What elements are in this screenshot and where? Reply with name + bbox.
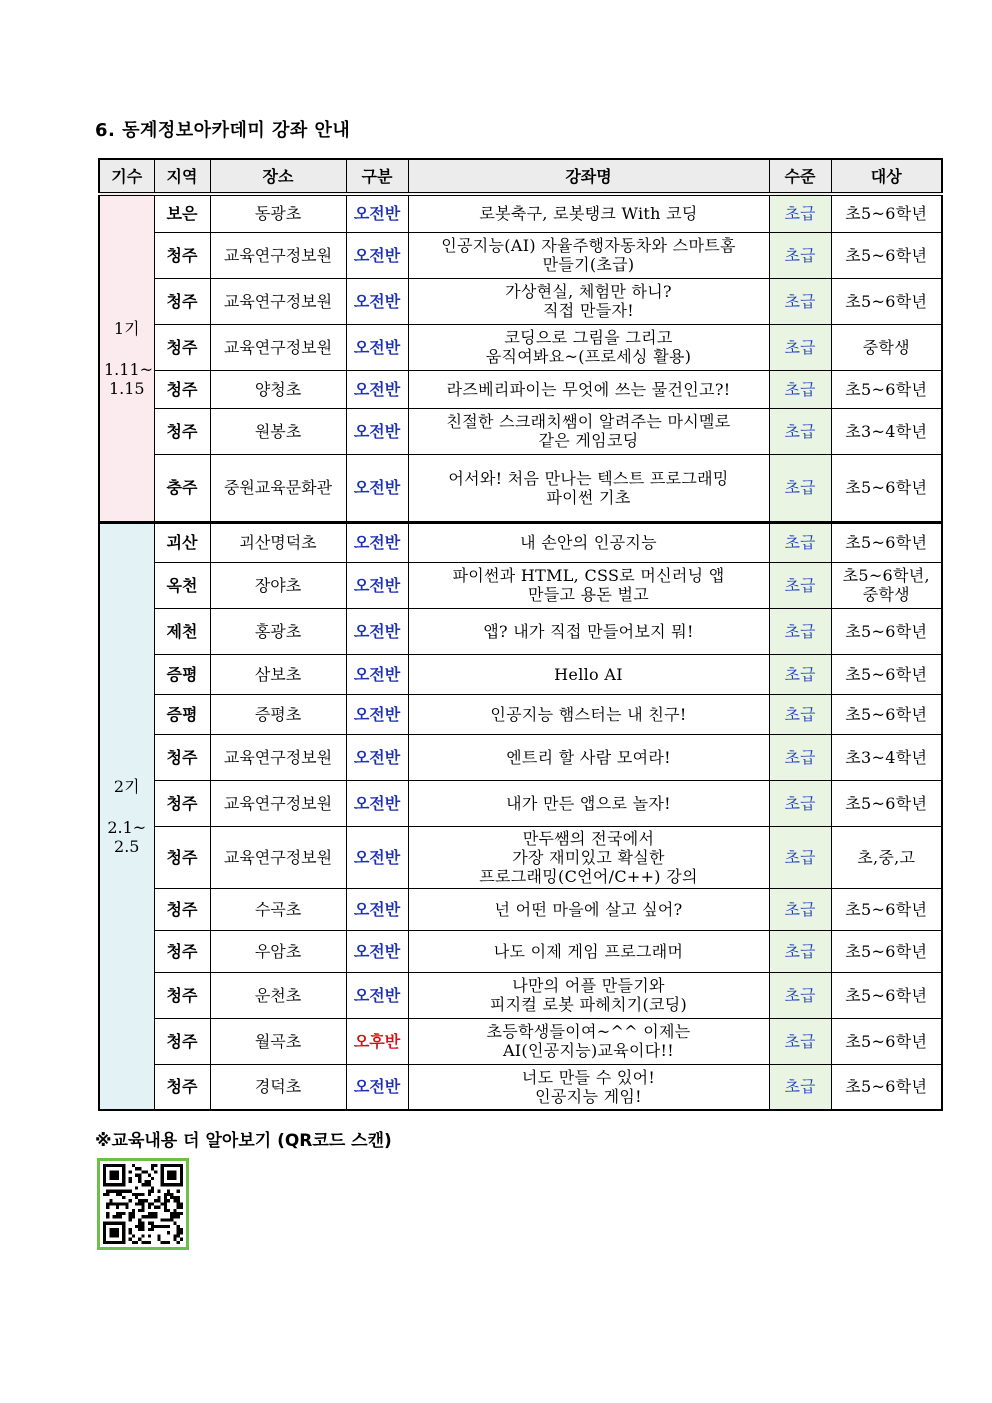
- region-cell: 청주: [154, 734, 210, 780]
- region-cell: 청주: [154, 780, 210, 826]
- table-row: [99, 780, 942, 826]
- course-cell: 나만의 어플 만들기와 피지컬 로봇 파헤치기(코딩): [408, 972, 769, 1018]
- table-header-row: [99, 159, 942, 194]
- page-title: 6. 동계정보아카데미 강좌 안내: [95, 120, 351, 141]
- level-cell: 초급: [769, 370, 831, 408]
- term-dates: 1.11~ 1.15: [104, 359, 154, 398]
- place-cell: 양청초: [210, 370, 346, 408]
- region-cell: 제천: [154, 608, 210, 654]
- target-cell: 초5~6학년: [831, 608, 942, 654]
- region-cell: 옥천: [154, 562, 210, 608]
- table-row: [99, 734, 942, 780]
- table-row: [99, 888, 942, 930]
- session-cell: 오전반: [346, 522, 408, 562]
- session-cell: 오전반: [346, 408, 408, 454]
- target-cell: 초3~4학년: [831, 734, 942, 780]
- level-cell: 초급: [769, 324, 831, 370]
- level-cell: 초급: [769, 780, 831, 826]
- level-cell: 초급: [769, 408, 831, 454]
- region-cell: 청주: [154, 1064, 210, 1110]
- level-cell: 초급: [769, 972, 831, 1018]
- table-row: [99, 694, 942, 734]
- table-row: [99, 324, 942, 370]
- level-cell: 초급: [769, 654, 831, 694]
- header-level: 수준: [769, 159, 831, 194]
- target-cell: 초3~4학년: [831, 408, 942, 454]
- course-cell: 친절한 스크래치쌤이 알려주는 마시멜로 같은 게임코딩: [408, 408, 769, 454]
- place-cell: 동광초: [210, 194, 346, 232]
- target-cell: 초5~6학년, 중학생: [831, 562, 942, 608]
- session-cell: 오전반: [346, 370, 408, 408]
- table-row: [99, 608, 942, 654]
- level-cell: 초급: [769, 1018, 831, 1064]
- table-row: [99, 370, 942, 408]
- target-cell: 초5~6학년: [831, 278, 942, 324]
- table-row: [99, 930, 942, 972]
- term-name: 2기: [113, 776, 140, 796]
- course-cell: 내 손안의 인공지능: [408, 522, 769, 562]
- region-cell: 청주: [154, 930, 210, 972]
- session-cell: 오전반: [346, 608, 408, 654]
- table-row: [99, 408, 942, 454]
- place-cell: 장야초: [210, 562, 346, 608]
- place-cell: 홍광초: [210, 608, 346, 654]
- session-cell: 오전반: [346, 826, 408, 888]
- place-cell: 교육연구정보원: [210, 324, 346, 370]
- region-cell: 청주: [154, 888, 210, 930]
- term-name: 1기: [113, 318, 140, 338]
- place-cell: 괴산명덕초: [210, 522, 346, 562]
- session-cell: 오전반: [346, 930, 408, 972]
- place-cell: 교육연구정보원: [210, 232, 346, 278]
- table-row: [99, 194, 942, 232]
- target-cell: 초5~6학년: [831, 888, 942, 930]
- level-cell: 초급: [769, 232, 831, 278]
- region-cell: 괴산: [154, 522, 210, 562]
- course-cell: 로봇축구, 로봇탱크 With 코딩: [408, 194, 769, 232]
- target-cell: 초5~6학년: [831, 694, 942, 734]
- region-cell: 증평: [154, 654, 210, 694]
- place-cell: 중원교육문화관: [210, 454, 346, 522]
- place-cell: 교육연구정보원: [210, 780, 346, 826]
- qr-caption: ※교육내용 더 알아보기 (QR코드 스캔): [95, 1131, 392, 1151]
- course-cell: 내가 만든 앱으로 놀자!: [408, 780, 769, 826]
- level-cell: 초급: [769, 826, 831, 888]
- session-cell: 오전반: [346, 1064, 408, 1110]
- header-place: 장소: [210, 159, 346, 194]
- level-cell: 초급: [769, 734, 831, 780]
- place-cell: 교육연구정보원: [210, 278, 346, 324]
- region-cell: 청주: [154, 324, 210, 370]
- place-cell: 수곡초: [210, 888, 346, 930]
- course-cell: 너도 만들 수 있어! 인공지능 게임!: [408, 1064, 769, 1110]
- table-row: [99, 1018, 942, 1064]
- place-cell: 삼보초: [210, 654, 346, 694]
- level-cell: 초급: [769, 454, 831, 522]
- level-cell: 초급: [769, 694, 831, 734]
- level-cell: 초급: [769, 562, 831, 608]
- level-cell: 초급: [769, 278, 831, 324]
- term-dates: 2.1~ 2.5: [107, 817, 147, 856]
- session-cell: 오전반: [346, 734, 408, 780]
- session-cell: 오전반: [346, 194, 408, 232]
- target-cell: 초5~6학년: [831, 930, 942, 972]
- qr-code[interactable]: [97, 1158, 189, 1250]
- course-cell: 라즈베리파이는 무엇에 쓰는 물건인고?!: [408, 370, 769, 408]
- level-cell: 초급: [769, 608, 831, 654]
- place-cell: 우암초: [210, 930, 346, 972]
- header-region: 지역: [154, 159, 210, 194]
- region-cell: 청주: [154, 278, 210, 324]
- level-cell: 초급: [769, 194, 831, 232]
- place-cell: 경덕초: [210, 1064, 346, 1110]
- place-cell: 원봉초: [210, 408, 346, 454]
- target-cell: 초,중,고: [831, 826, 942, 888]
- session-cell: 오전반: [346, 888, 408, 930]
- course-cell: Hello AI: [408, 654, 769, 694]
- header-session: 구분: [346, 159, 408, 194]
- target-cell: 초5~6학년: [831, 972, 942, 1018]
- target-cell: 초5~6학년: [831, 232, 942, 278]
- target-cell: 초5~6학년: [831, 1064, 942, 1110]
- target-cell: 초5~6학년: [831, 522, 942, 562]
- course-cell: 가상현실, 체험만 하니? 직접 만들자!: [408, 278, 769, 324]
- region-cell: 청주: [154, 826, 210, 888]
- level-cell: 초급: [769, 522, 831, 562]
- table-row: [99, 278, 942, 324]
- course-cell: 어서와! 처음 만나는 텍스트 프로그래밍 파이썬 기초: [408, 454, 769, 522]
- session-cell: 오전반: [346, 694, 408, 734]
- table-row: [99, 826, 942, 888]
- region-cell: 보은: [154, 194, 210, 232]
- region-cell: 청주: [154, 1018, 210, 1064]
- session-cell: 오전반: [346, 780, 408, 826]
- course-cell: 파이썬과 HTML, CSS로 머신러닝 앱 만들고 용돈 벌고: [408, 562, 769, 608]
- table-row: [99, 1064, 942, 1110]
- region-cell: 증평: [154, 694, 210, 734]
- course-cell: 인공지능 햄스터는 내 친구!: [408, 694, 769, 734]
- region-cell: 청주: [154, 232, 210, 278]
- qr-code-image: [103, 1164, 183, 1244]
- term-cell: [99, 194, 154, 522]
- target-cell: 초5~6학년: [831, 780, 942, 826]
- session-cell: 오전반: [346, 278, 408, 324]
- target-cell: 초5~6학년: [831, 194, 942, 232]
- session-cell: 오전반: [346, 454, 408, 522]
- course-cell: 초등학생들이여~^^ 이제는 AI(인공지능)교육이다!!: [408, 1018, 769, 1064]
- region-cell: 청주: [154, 972, 210, 1018]
- course-cell: 넌 어떤 마을에 살고 싶어?: [408, 888, 769, 930]
- course-cell: 코딩으로 그림을 그리고 움직여봐요~(프로세싱 활용): [408, 324, 769, 370]
- target-cell: 초5~6학년: [831, 1018, 942, 1064]
- place-cell: 교육연구정보원: [210, 734, 346, 780]
- level-cell: 초급: [769, 1064, 831, 1110]
- course-cell: 인공지능(AI) 자율주행자동차와 스마트홈 만들기(초급): [408, 232, 769, 278]
- term-cell: [99, 522, 154, 1110]
- course-cell: 엔트리 할 사람 모여라!: [408, 734, 769, 780]
- table-row: [99, 562, 942, 608]
- table-row: [99, 522, 942, 562]
- session-cell: 오전반: [346, 232, 408, 278]
- target-cell: 초5~6학년: [831, 454, 942, 522]
- place-cell: 운천초: [210, 972, 346, 1018]
- region-cell: 청주: [154, 370, 210, 408]
- region-cell: 청주: [154, 408, 210, 454]
- region-cell: 충주: [154, 454, 210, 522]
- level-cell: 초급: [769, 888, 831, 930]
- course-cell: 나도 이제 게임 프로그래머: [408, 930, 769, 972]
- target-cell: 초5~6학년: [831, 370, 942, 408]
- session-cell: 오전반: [346, 654, 408, 694]
- session-cell: 오전반: [346, 972, 408, 1018]
- table-row: [99, 654, 942, 694]
- course-schedule-table: [98, 158, 943, 1111]
- session-cell: 오후반: [346, 1018, 408, 1064]
- header-term: 기수: [99, 159, 154, 194]
- table-row: [99, 972, 942, 1018]
- session-cell: 오전반: [346, 562, 408, 608]
- course-cell: 앱? 내가 직접 만들어보지 뭐!: [408, 608, 769, 654]
- place-cell: 월곡초: [210, 1018, 346, 1064]
- level-cell: 초급: [769, 930, 831, 972]
- place-cell: 증평초: [210, 694, 346, 734]
- session-cell: 오전반: [346, 324, 408, 370]
- place-cell: 교육연구정보원: [210, 826, 346, 888]
- table-row: [99, 454, 942, 522]
- table-row: [99, 232, 942, 278]
- target-cell: 중학생: [831, 324, 942, 370]
- course-cell: 만두쌤의 전국에서 가장 재미있고 확실한 프로그래밍(C언어/C++) 강의: [408, 826, 769, 888]
- target-cell: 초5~6학년: [831, 654, 942, 694]
- header-course: 강좌명: [408, 159, 769, 194]
- header-target: 대상: [831, 159, 942, 194]
